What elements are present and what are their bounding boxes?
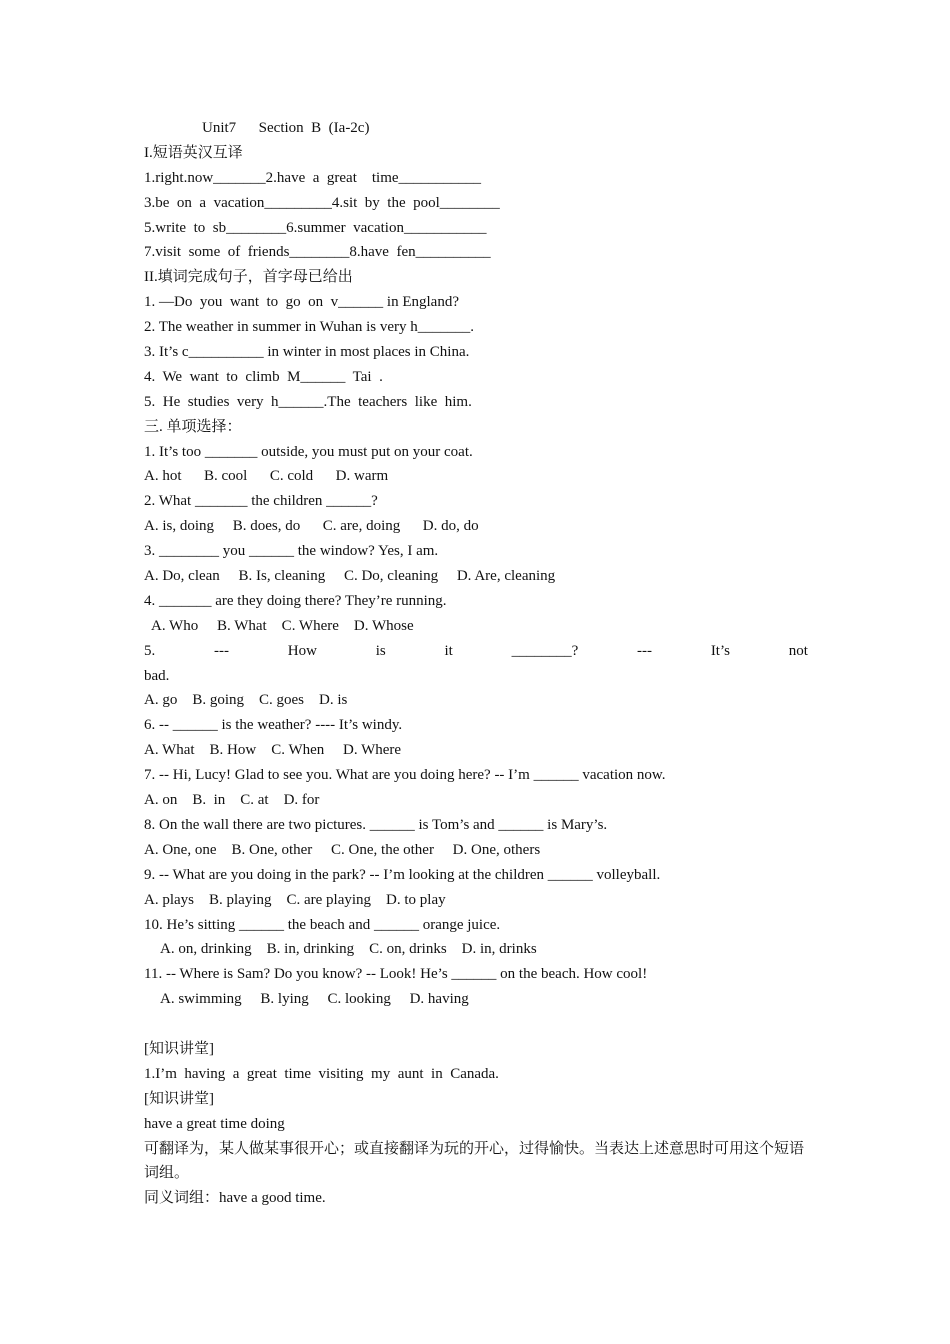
- question-options: A. What B. How C. When D. Where: [144, 742, 402, 759]
- exercise-line: 5. He studies very h______.The teachers like him.: [144, 393, 472, 410]
- knowledge-example: 1.I’m having a great time visiting my aunt in Canada.: [144, 1065, 499, 1082]
- exercise-line: 3.be on a vacation_________4.sit by the pool________: [144, 194, 500, 211]
- question-text: 1. It’s too _______ outside, you must put on your coat.: [144, 443, 473, 460]
- question-options: A. go B. going C. goes D. is: [144, 692, 348, 709]
- question-text: 7. -- Hi, Lucy! Glad to see you. What are you doing here? -- I’m ______ vacation now.: [144, 767, 666, 784]
- page-title: Unit7 Section B (Ia-2c): [202, 120, 370, 136]
- knowledge-synonym: 同义词组：have a good time.: [144, 1190, 326, 1207]
- question-options: A. on B. in C. at D. for: [144, 792, 320, 809]
- exercise-line: 4. We want to climb M______ Tai .: [144, 368, 383, 385]
- question-options: A. swimming B. lying C. looking D. having: [160, 991, 469, 1008]
- justified-word: It’s: [710, 642, 730, 659]
- question-text-justified: [144, 639, 808, 664]
- question-options: A. Do, clean B. Is, cleaning C. Do, cleaning D. Are, cleaning: [144, 568, 556, 585]
- section-heading-part3: 三. 单项选择：: [144, 418, 242, 435]
- section-heading-part1: I.短语英汉互译: [144, 144, 243, 161]
- document-page: [144, 116, 808, 1211]
- justified-word: ________?: [511, 642, 579, 659]
- question-options: A. hot B. cool C. cold D. warm: [144, 468, 389, 485]
- knowledge-heading: [知识讲堂]: [144, 1040, 214, 1057]
- question-text: 2. What _______ the children ______?: [144, 493, 378, 510]
- section-heading-part2: II.填词完成句子，首字母已给出: [144, 269, 353, 286]
- question-text: 6. -- ______ is the weather? ---- It’s windy.: [144, 717, 403, 734]
- exercise-line: 2. The weather in summer in Wuhan is very h_______.: [144, 319, 475, 336]
- question-text: 8. On the wall there are two pictures. ______ is Tom’s and ______ is Mary’s.: [144, 816, 608, 833]
- question-text: 3. ________ you ______ the window? Yes, I am.: [144, 543, 439, 560]
- question-options: A. is, doing B. does, do C. are, doing D. do, do: [144, 518, 479, 535]
- question-text: 4. _______ are they doing there? They’re running.: [144, 592, 447, 609]
- spacer: [144, 1012, 808, 1037]
- exercise-line: 5.write to sb________6.summer vacation___________: [144, 219, 487, 236]
- justified-word: How: [287, 642, 317, 659]
- exercise-line: 1.right.now_______2.have a great time___________: [144, 169, 482, 186]
- question-text-continued: bad.: [144, 667, 170, 684]
- question-text: 9. -- What are you doing in the park? -- I’m looking at the children ______ volleyball.: [144, 866, 661, 883]
- knowledge-heading: [知识讲堂]: [144, 1090, 214, 1107]
- exercise-line: 3. It’s c__________ in winter in most places in China.: [144, 344, 470, 361]
- justified-word: it: [444, 642, 453, 659]
- knowledge-phrase: have a great time doing: [144, 1115, 285, 1132]
- justified-word: is: [375, 642, 386, 659]
- question-options: A. plays B. playing C. are playing D. to play: [144, 891, 446, 908]
- question-text: 10. He’s sitting ______ the beach and ______ orange juice.: [144, 916, 501, 933]
- justified-word: not: [788, 642, 808, 659]
- justified-word: ---: [214, 642, 230, 659]
- question-text: 11. -- Where is Sam? Do you know? -- Look! He’s ______ on the beach. How cool!: [144, 966, 648, 983]
- question-options: A. One, one B. One, other C. One, the other D. One, others: [144, 841, 541, 858]
- justified-word: ---: [637, 642, 653, 659]
- question-options: A. on, drinking B. in, drinking C. on, drinks D. in, drinks: [160, 941, 537, 958]
- justified-word: 5.: [144, 642, 156, 659]
- exercise-line: 7.visit some of friends________8.have fen__________: [144, 244, 491, 261]
- question-options: A. Who B. What C. Where D. Whose: [151, 617, 414, 634]
- exercise-line: 1. —Do you want to go on v______ in England?: [144, 294, 459, 311]
- knowledge-explanation: 可翻译为，某人做某事很开心；或直接翻译为玩的开心，过得愉快。当表达上述意思时可用这个短语词组。: [144, 1140, 805, 1182]
